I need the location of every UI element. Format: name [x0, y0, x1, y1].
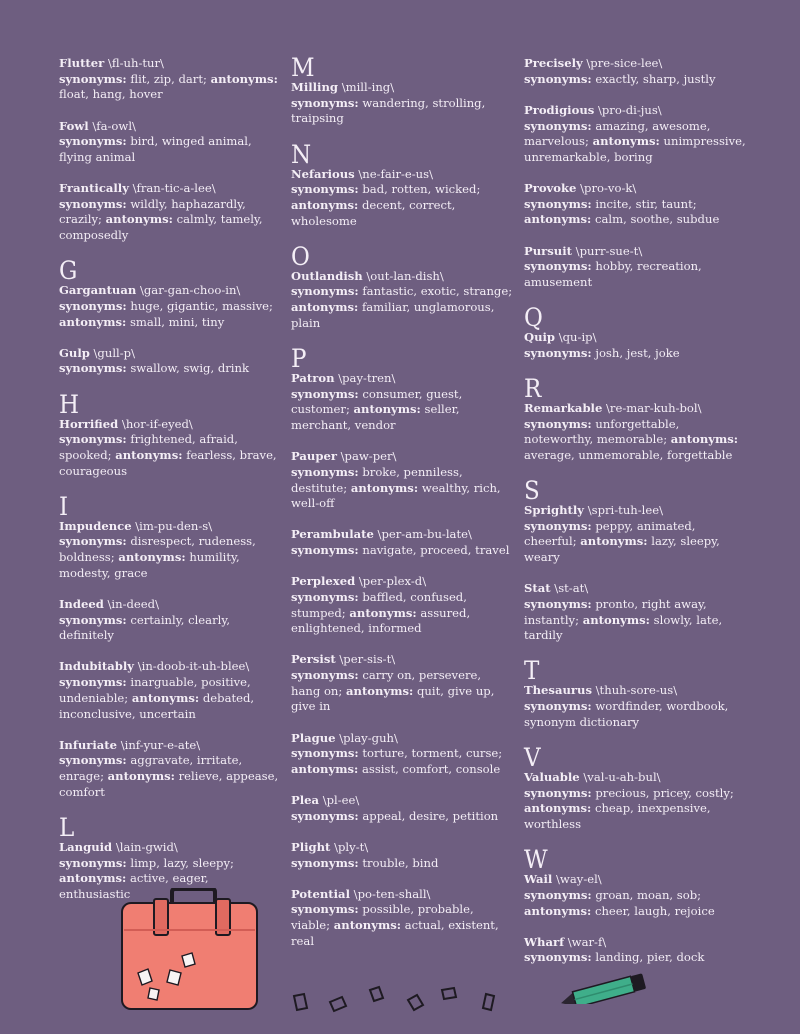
section-letter: T [524, 656, 540, 686]
synonyms-list: aggravate, irritate, enrage; [59, 753, 243, 784]
entry-word: Perplexed [291, 574, 356, 589]
antonyms-label: antonyms: [524, 801, 592, 816]
thesaurus-entry [291, 840, 513, 871]
synonyms-list: wandering, strolling, traipsing [291, 95, 486, 126]
entry-word: Infuriate [59, 737, 118, 752]
thesaurus-entry [524, 683, 746, 730]
synonyms-label: synonyms: [59, 71, 127, 86]
synonyms-list: baffled, confused, stumped; [291, 589, 467, 620]
antonyms-list: decent, correct, wholesome [291, 197, 456, 228]
entry-word: Gulp [59, 345, 90, 360]
antonyms-list: slowly, late, tardily [524, 612, 723, 643]
antonyms-label: antonyms: [107, 769, 175, 784]
synonyms-list: bird, winged animal, flying animal [59, 134, 252, 164]
synonyms-label: synonyms: [524, 118, 592, 133]
entry-pronunciation: \per-plex-d\ [358, 574, 427, 589]
synonyms-list: peppy, animated, cheerful; [524, 518, 696, 549]
thesaurus-entry [291, 527, 513, 558]
entry-word: Provoke [524, 181, 577, 195]
thesaurus-entry [291, 167, 513, 230]
section-letter: I [59, 491, 69, 521]
synonyms-label: synonyms: [291, 589, 359, 604]
paper-scraps-icon [290, 982, 510, 1022]
entry-pronunciation: \per-am-bu-late\ [377, 527, 472, 542]
entry-pronunciation: \mill-ing\ [341, 80, 395, 94]
synonyms-label: synonyms: [524, 345, 592, 360]
antonyms-label: antonyms: [346, 683, 414, 698]
thesaurus-entry [59, 659, 281, 722]
synonyms-label: synonyms: [291, 386, 359, 401]
entry-word: Stat [524, 581, 551, 596]
antonyms-label: antonyms: [592, 134, 660, 149]
antonyms-list: float, hang, hover [59, 87, 163, 102]
column-3 [524, 56, 746, 981]
entry-word: Plea [291, 793, 320, 808]
entry-word: Indubitably [59, 659, 135, 674]
entry-pronunciation: \play-guh\ [339, 730, 398, 745]
entry-word: Fowl [59, 118, 89, 133]
synonyms-label: synonyms: [524, 518, 592, 533]
synonyms-label: synonyms: [291, 182, 359, 197]
thesaurus-entry [291, 793, 513, 824]
thesaurus-entry [524, 503, 746, 566]
entry-pronunciation: \pro-vo-k\ [580, 181, 637, 195]
entry-word: Wharf [524, 934, 565, 949]
antonyms-label: antonyms: [291, 761, 359, 776]
antonyms-label: antonyms: [349, 605, 417, 620]
entry-pronunciation: \re-mar-kuh-bol\ [606, 400, 702, 415]
section-letter: R [524, 373, 542, 403]
entry-pronunciation: \lain-gwid\ [115, 839, 178, 854]
antonyms-list: unimpressive, unremarkable, boring [524, 134, 746, 164]
section-letter: H [59, 389, 80, 419]
column-1 [59, 56, 281, 918]
synonyms-list: frightened, afraid, spooked; [59, 432, 238, 462]
synonyms-list: possible, probable, viable; [291, 902, 474, 933]
synonyms-label: synonyms: [59, 361, 127, 376]
synonyms-list: broke, penniless, destitute; [291, 464, 463, 495]
entry-pronunciation: \gull-p\ [93, 345, 135, 360]
antonyms-label: antonyms: [291, 197, 359, 212]
entry-word: Wail [524, 872, 553, 887]
entry-word: Horrified [59, 416, 119, 431]
synonyms-label: synonyms: [291, 808, 359, 823]
synonyms-label: synonyms: [59, 134, 127, 149]
entry-word: Outlandish [291, 268, 363, 283]
antonyms-list: debated, inconclusive, uncertain [59, 690, 255, 721]
antonyms-list: assist, comfort, console [361, 761, 501, 776]
antonyms-label: antonyms: [210, 71, 278, 86]
entry-word: Plight [291, 839, 331, 854]
thesaurus-entry [524, 401, 746, 464]
synonyms-list: exactly, sharp, justly [595, 71, 716, 86]
entry-word: Frantically [59, 181, 129, 195]
synonyms-label: synonyms: [59, 298, 127, 313]
thesaurus-entry [291, 449, 513, 512]
synonyms-list: hobby, recreation, amusement [524, 259, 702, 289]
synonyms-label: synonyms: [291, 746, 359, 761]
section-letter: W [524, 845, 548, 875]
antonyms-list: calmly, tamely, composedly [59, 212, 263, 243]
antonyms-list: average, unmemorable, forgettable [524, 447, 733, 462]
thesaurus-entry [291, 652, 513, 715]
section-letter: V [524, 742, 541, 772]
entry-pronunciation: \purr-sue-t\ [575, 243, 643, 258]
entry-word: Pauper [291, 449, 337, 464]
synonyms-list: inarguable, positive, undeniable; [59, 675, 251, 705]
entry-word: Gargantuan [59, 283, 137, 298]
antonyms-label: antonyms: [131, 690, 200, 705]
entry-word: Indeed [59, 596, 104, 611]
entry-pronunciation: \pre-sice-lee\ [586, 56, 663, 70]
synonyms-label: synonyms: [291, 543, 359, 558]
entry-pronunciation: \qu-ip\ [558, 330, 597, 344]
thesaurus-entry [59, 346, 281, 377]
entry-pronunciation: \st-at\ [554, 581, 589, 596]
entry-pronunciation: \gar-gan-choo-in\ [139, 283, 241, 298]
entry-word: Plague [291, 730, 336, 745]
antonyms-label: antonyms: [353, 402, 421, 417]
antonyms-label: antonyms: [350, 480, 419, 495]
synonyms-list: groan, moan, sob; [595, 887, 702, 902]
antonyms-list: active, eager, enthusiastic [59, 871, 209, 901]
synonyms-list: huge, gigantic, massive; [130, 298, 273, 313]
synonyms-list: consumer, guest, customer; [291, 386, 463, 417]
antonyms-label: antonyms: [59, 314, 127, 329]
entry-word: Valuable [524, 769, 580, 784]
thesaurus-entry [291, 371, 513, 434]
antonyms-label: antonyms: [524, 903, 592, 918]
synonyms-label: synonyms: [524, 196, 592, 211]
antonyms-label: antonyms: [291, 300, 359, 315]
synonyms-list: incite, stir, taunt; [595, 196, 697, 211]
synonyms-list: appeal, desire, petition [362, 808, 499, 823]
entry-pronunciation: \hor-if-eyed\ [121, 416, 193, 431]
entry-pronunciation: \way-el\ [556, 872, 602, 887]
entry-word: Prodigious [524, 102, 595, 117]
pencil-icon [554, 968, 650, 1004]
antonyms-list: relieve, appease, comfort [59, 769, 279, 799]
entry-word: Quip [524, 330, 556, 344]
synonyms-label: synonyms: [524, 596, 592, 611]
antonyms-list: small, mini, tiny [129, 314, 225, 329]
synonyms-label: synonyms: [291, 464, 359, 479]
thesaurus-entry [291, 887, 513, 950]
thesaurus-entry [59, 181, 281, 244]
synonyms-label: synonyms: [59, 432, 127, 447]
antonyms-label: antonyms: [333, 918, 402, 933]
synonyms-label: synonyms: [524, 887, 592, 902]
antonyms-label: antonyms: [105, 212, 173, 227]
antonyms-label: antonyms: [670, 432, 739, 447]
synonyms-list: unforgettable, noteworthy, memorable; [524, 416, 680, 447]
synonyms-list: trouble, bind [362, 855, 439, 870]
thesaurus-entry [291, 80, 513, 127]
synonyms-list: carry on, persevere, hang on; [291, 668, 482, 698]
entry-pronunciation: \inf-yur-e-ate\ [120, 737, 201, 752]
entry-word: Flutter [59, 56, 105, 70]
entry-word: Nefarious [291, 166, 355, 181]
section-letter: S [524, 476, 540, 505]
thesaurus-entry [524, 56, 746, 87]
entry-pronunciation: \pro-di-jus\ [597, 102, 662, 117]
thesaurus-entry [291, 574, 513, 637]
entry-word: Impudence [59, 518, 132, 533]
entry-word: Milling [291, 80, 338, 94]
synonyms-label: synonyms: [291, 284, 359, 299]
synonyms-label: synonyms: [59, 675, 127, 690]
entry-word: Sprightly [524, 503, 585, 517]
synonyms-list: landing, pier, dock [595, 950, 705, 965]
antonyms-label: antonyms: [524, 212, 592, 227]
synonyms-label: synonyms: [524, 71, 592, 86]
entry-pronunciation: \im-pu-den-s\ [135, 518, 213, 533]
section-letter: L [59, 812, 75, 842]
antonyms-label: antonyms: [118, 550, 186, 565]
entry-pronunciation: \pay-tren\ [338, 370, 396, 385]
synonyms-label: synonyms: [524, 416, 592, 431]
entry-pronunciation: \in-deed\ [107, 596, 159, 611]
thesaurus-entry [59, 56, 281, 103]
thesaurus-entry [524, 103, 746, 166]
antonyms-list: humility, modesty, grace [59, 550, 240, 580]
antonyms-list: cheap, inexpensive, worthless [524, 801, 711, 832]
entry-pronunciation: \ply-t\ [334, 839, 369, 854]
synonyms-label: synonyms: [524, 259, 592, 274]
entry-pronunciation: \out-lan-dish\ [366, 268, 444, 283]
entry-pronunciation: \per-sis-t\ [339, 652, 396, 667]
thesaurus-entry [59, 519, 281, 582]
thesaurus-entry [524, 181, 746, 228]
antonyms-list: wealthy, rich, well-off [291, 480, 501, 511]
entry-word: Remarkable [524, 400, 603, 415]
synonyms-list: pronto, right away, instantly; [524, 596, 707, 627]
synonyms-label: synonyms: [59, 855, 127, 870]
synonyms-list: swallow, swig, drink [130, 361, 249, 376]
thesaurus-entry [524, 330, 746, 361]
entry-word: Thesaurus [524, 683, 592, 698]
synonyms-label: synonyms: [524, 785, 592, 800]
thesaurus-entry [291, 269, 513, 332]
thesaurus-entry [59, 283, 281, 330]
synonyms-label: synonyms: [291, 668, 359, 683]
antonyms-list: lazy, sleepy, weary [524, 534, 720, 565]
antonyms-label: antonyms: [582, 612, 650, 627]
synonyms-label: synonyms: [524, 950, 592, 965]
thesaurus-entry [59, 738, 281, 801]
section-letter: N [291, 139, 312, 169]
synonyms-list: wildly, haphazardly, crazily; [59, 196, 246, 227]
entry-pronunciation: \ne-fair-e-us\ [358, 166, 433, 181]
thesaurus-entry [524, 244, 746, 291]
thesaurus-entry [291, 731, 513, 778]
synonyms-list: navigate, proceed, travel [362, 543, 510, 558]
antonyms-list: actual, existent, real [291, 918, 499, 948]
entry-pronunciation: \po-ten-shall\ [353, 886, 431, 901]
antonyms-label: antonyms: [115, 447, 183, 462]
thesaurus-entry [524, 935, 746, 966]
entry-pronunciation: \pl-ee\ [322, 793, 360, 808]
antonyms-list: assured, enlightened, informed [291, 605, 471, 636]
synonyms-label: synonyms: [291, 855, 359, 870]
thesaurus-entry [524, 581, 746, 644]
entry-pronunciation: \fran-tic-a-lee\ [132, 181, 216, 195]
section-letter: O [291, 241, 310, 271]
antonyms-list: quit, give up, give in [291, 683, 495, 714]
thesaurus-entry [524, 872, 746, 919]
entry-pronunciation: \war-f\ [567, 934, 607, 949]
column-2 [291, 53, 513, 965]
synonyms-list: fantastic, exotic, strange; [362, 284, 513, 299]
antonyms-list: calm, soothe, subdue [594, 212, 720, 227]
section-letter: Q [524, 303, 543, 332]
antonyms-list: seller, merchant, vendor [291, 402, 460, 433]
section-letter: M [291, 53, 315, 82]
synonyms-list: precious, pricey, costly; [595, 785, 734, 800]
synonyms-list: amazing, awesome, marvelous; [524, 118, 711, 149]
entry-word: Precisely [524, 56, 583, 70]
entry-pronunciation: \thuh-sore-us\ [595, 683, 678, 698]
entry-pronunciation: \paw-per\ [340, 449, 397, 464]
entry-word: Patron [291, 370, 335, 385]
entry-pronunciation: \in-doob-it-uh-blee\ [137, 659, 250, 674]
thesaurus-entry [59, 597, 281, 644]
antonyms-list: cheer, laugh, rejoice [594, 903, 715, 918]
antonyms-list: familiar, unglamorous, plain [291, 300, 495, 330]
synonyms-label: synonyms: [291, 95, 359, 110]
synonyms-list: flit, zip, dart; [130, 71, 207, 86]
entry-word: Pursuit [524, 243, 572, 258]
synonyms-list: certainly, clearly, definitely [59, 612, 231, 643]
entry-word: Persist [291, 652, 336, 667]
antonyms-label: antonyms: [580, 534, 648, 549]
synonyms-label: synonyms: [59, 753, 127, 768]
synonyms-list: limp, lazy, sleepy; [130, 855, 234, 870]
synonyms-list: torture, torment, curse; [362, 746, 503, 761]
synonyms-list: wordfinder, wordbook, synonym dictionary [524, 699, 729, 729]
synonyms-label: synonyms: [524, 699, 592, 714]
entry-pronunciation: \val-u-ah-bul\ [583, 769, 661, 784]
antonyms-label: antonyms: [59, 871, 127, 886]
section-letter: P [291, 343, 307, 373]
synonyms-label: synonyms: [59, 196, 127, 211]
entry-pronunciation: \fa-owl\ [92, 118, 136, 133]
synonyms-label: synonyms: [59, 612, 127, 627]
briefcase-icon [120, 888, 260, 1013]
entry-pronunciation: \fl-uh-tur\ [107, 56, 164, 70]
thesaurus-entry [59, 119, 281, 166]
synonyms-list: disrespect, rudeness, boldness; [59, 534, 256, 565]
entry-word: Perambulate [291, 527, 374, 542]
section-letter: G [59, 256, 78, 286]
entry-pronunciation: \spri-tuh-lee\ [587, 503, 664, 517]
entry-word: Potential [291, 886, 350, 901]
thesaurus-entry [59, 417, 281, 480]
synonyms-list: josh, jest, joke [595, 345, 680, 360]
synonyms-list: bad, rotten, wicked; [362, 182, 481, 197]
thesaurus-entry [524, 770, 746, 833]
antonyms-list: fearless, brave, courageous [59, 447, 277, 478]
synonyms-label: synonyms: [59, 534, 127, 549]
synonyms-label: synonyms: [291, 902, 359, 917]
entry-word: Languid [59, 839, 113, 854]
